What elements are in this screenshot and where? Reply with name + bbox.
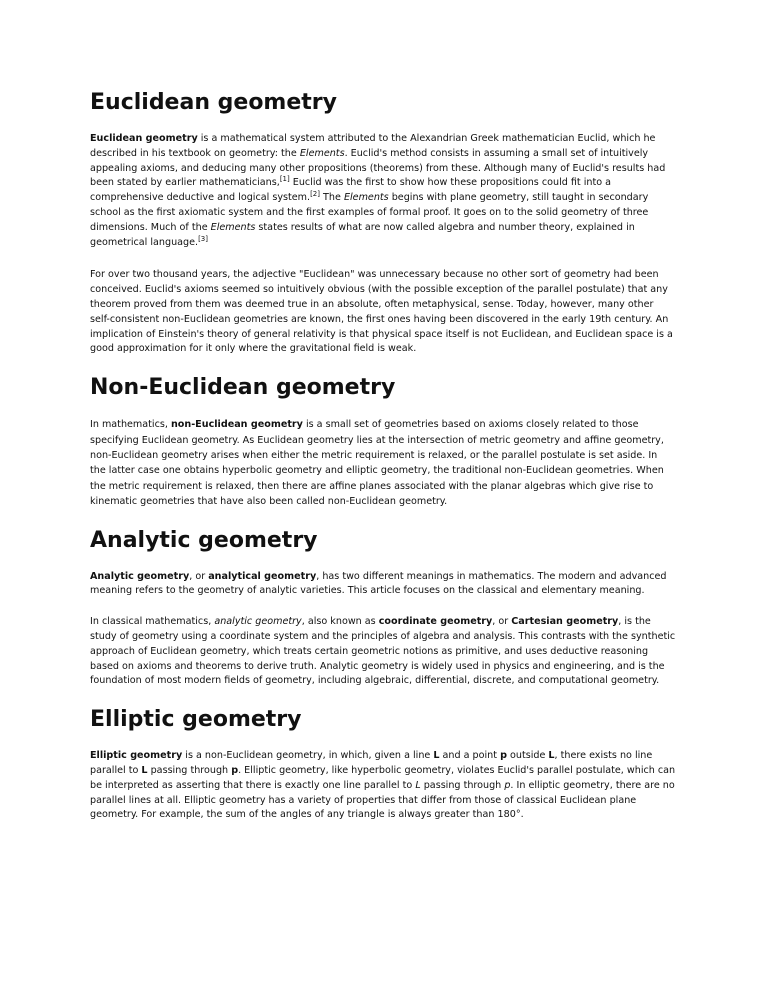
- italic-term: analytic geometry: [214, 616, 302, 628]
- heading-analytic-geometry: Analytic geometry: [90, 527, 318, 553]
- bold-term: Analytic geometry: [90, 570, 190, 582]
- text-run: outside: [506, 750, 549, 762]
- bold-term: Cartesian geometry: [511, 616, 619, 628]
- text-run: passing through: [147, 764, 232, 776]
- text-run: passing through: [420, 779, 505, 791]
- heading-non-euclidean-geometry: Non-Euclidean geometry: [90, 375, 396, 401]
- text-run: . Euclid's method consists in assuming a small set of intuitively appealing axioms, and deducing many other propositions (theorems) from these. Although many of Euclid's results had been stated by earlier mathematicians,: [90, 147, 666, 189]
- text-run: , or: [492, 616, 512, 628]
- bold-term: p: [231, 764, 239, 776]
- text-run: is a mathematical system attributed to the Alexandrian Greek mathematician Euclid, which he described in his textbook on geometry: the: [90, 133, 656, 159]
- text-run: , has two different meanings in mathematics. The modern and advanced meaning refers to the geometry of analytic varieties. This article focuses on the classical and elementary meaning.: [90, 570, 667, 597]
- text-run: The: [319, 192, 344, 204]
- text-run: , or: [189, 570, 209, 582]
- text-run: is a small set of geometries based on axioms closely related to those specifying Euclidean geometry. As Euclidean geometry lies at the intersection of metric geometry and affine geometry, non-Euclidean geometry arises when either the metric requirement is relaxed, or the parallel postulate is set aside. In the latter case one obtains hyperbolic geometry and elliptic geometry, the traditional non-Euclidean geometries. When the metric requirement is relaxed, then there are affine planes associated with the planar algebras which give rise to kinematic geometries that have also been called non-Euclidean geometry.: [90, 419, 664, 508]
- paragraph: [90, 417, 676, 509]
- bold-term: p: [500, 750, 507, 762]
- paragraph: [90, 268, 676, 357]
- bold-term: coordinate geometry: [378, 616, 493, 628]
- heading-euclidean-geometry: Euclidean geometry: [90, 90, 337, 115]
- paragraph: [90, 749, 676, 823]
- text-run: In mathematics,: [90, 419, 171, 431]
- italic-term: p: [504, 779, 511, 791]
- text-run: is a non-Euclidean geometry, in which, given a line: [182, 750, 434, 762]
- text-run: states results of what are now called algebra and number theory, explained in geometrical language.: [90, 221, 635, 248]
- bold-term: L: [548, 750, 555, 762]
- text-run: , there exists no line parallel to: [90, 750, 653, 776]
- section-elliptic-geometry: [90, 705, 676, 823]
- heading-elliptic-geometry: Elliptic geometry: [90, 707, 302, 733]
- section-analytic-geometry: [90, 526, 676, 690]
- text-run: begins with plane geometry, still taught in secondary school as the first axiomatic system and the first examples of formal proof. It goes on to the solid geometry of three dimensions. Much of the: [90, 192, 649, 233]
- paragraph: [90, 570, 676, 600]
- italic-term: L: [415, 779, 421, 791]
- text-run: and a point: [439, 750, 501, 762]
- text-run: , is the study of geometry using a coordinate system and the principles of algebra and analysis. This contrasts with the synthetic approach of Euclidean geometry, which treats certain geometric notions as primitive, and uses deductive reasoning based on axioms and theorems to derive truth. Analytic geometry is widely used in physics and engineering, and is the foundation of most modern fields of geometry, including algebraic, differential, discrete, and computational geometry.: [90, 616, 676, 687]
- text-run: . In elliptic geometry, there are no parallel lines at all. Elliptic geometry has a variety of properties that differ from those of classical Euclidean plane geometry. For example, the sum of the angles of any triangle is always greater than 180°.: [90, 779, 675, 821]
- text-run: . Elliptic geometry, like hyperbolic geometry, violates Euclid's parallel postulate, which can be interpreted as asserting that there is exactly one line parallel to: [90, 764, 676, 791]
- text-run: In classical mathematics,: [90, 616, 215, 628]
- bold-term: Elliptic geometry: [90, 750, 183, 762]
- section-euclidean-geometry: [90, 88, 676, 357]
- citation-reference: [2]: [310, 190, 320, 198]
- document-page: [90, 88, 676, 839]
- italic-term: Elements: [299, 147, 345, 159]
- citation-reference: [1]: [279, 175, 290, 184]
- bold-term: non-Euclidean geometry: [170, 419, 303, 431]
- italic-term: Elements: [343, 192, 389, 204]
- bold-term: analytical geometry: [208, 570, 317, 582]
- citation-reference: [3]: [198, 234, 208, 243]
- paragraph: [90, 132, 676, 250]
- bold-term: L: [433, 750, 440, 762]
- text-run: Euclid was the first to show how these propositions could fit into a comprehensive deductive and logical system.: [90, 177, 612, 204]
- bold-term: L: [141, 764, 148, 776]
- italic-term: Elements: [210, 221, 256, 233]
- paragraph: [90, 615, 676, 689]
- bold-term: Euclidean geometry: [90, 133, 198, 144]
- text-run: , also known as: [301, 616, 379, 628]
- section-non-euclidean-geometry: [90, 373, 676, 509]
- text-run: For over two thousand years, the adjective "Euclidean" was unnecessary because no other sort of geometry had been conceived. Euclid's axioms seemed so intuitively obvious (with the possible exception of the parallel postulate) that any theorem proved from them was deemed true in an absolute, often metaphysical, sense. Today, however, many other self-consistent non-Euclidean geometries are known, the first ones having been discovered in the early 19th century. An implication of Einstein's theory of general relativity is that physical space itself is not Euclidean, and Euclidean space is a good approximation for it only where the gravitational field is weak.: [90, 269, 673, 355]
